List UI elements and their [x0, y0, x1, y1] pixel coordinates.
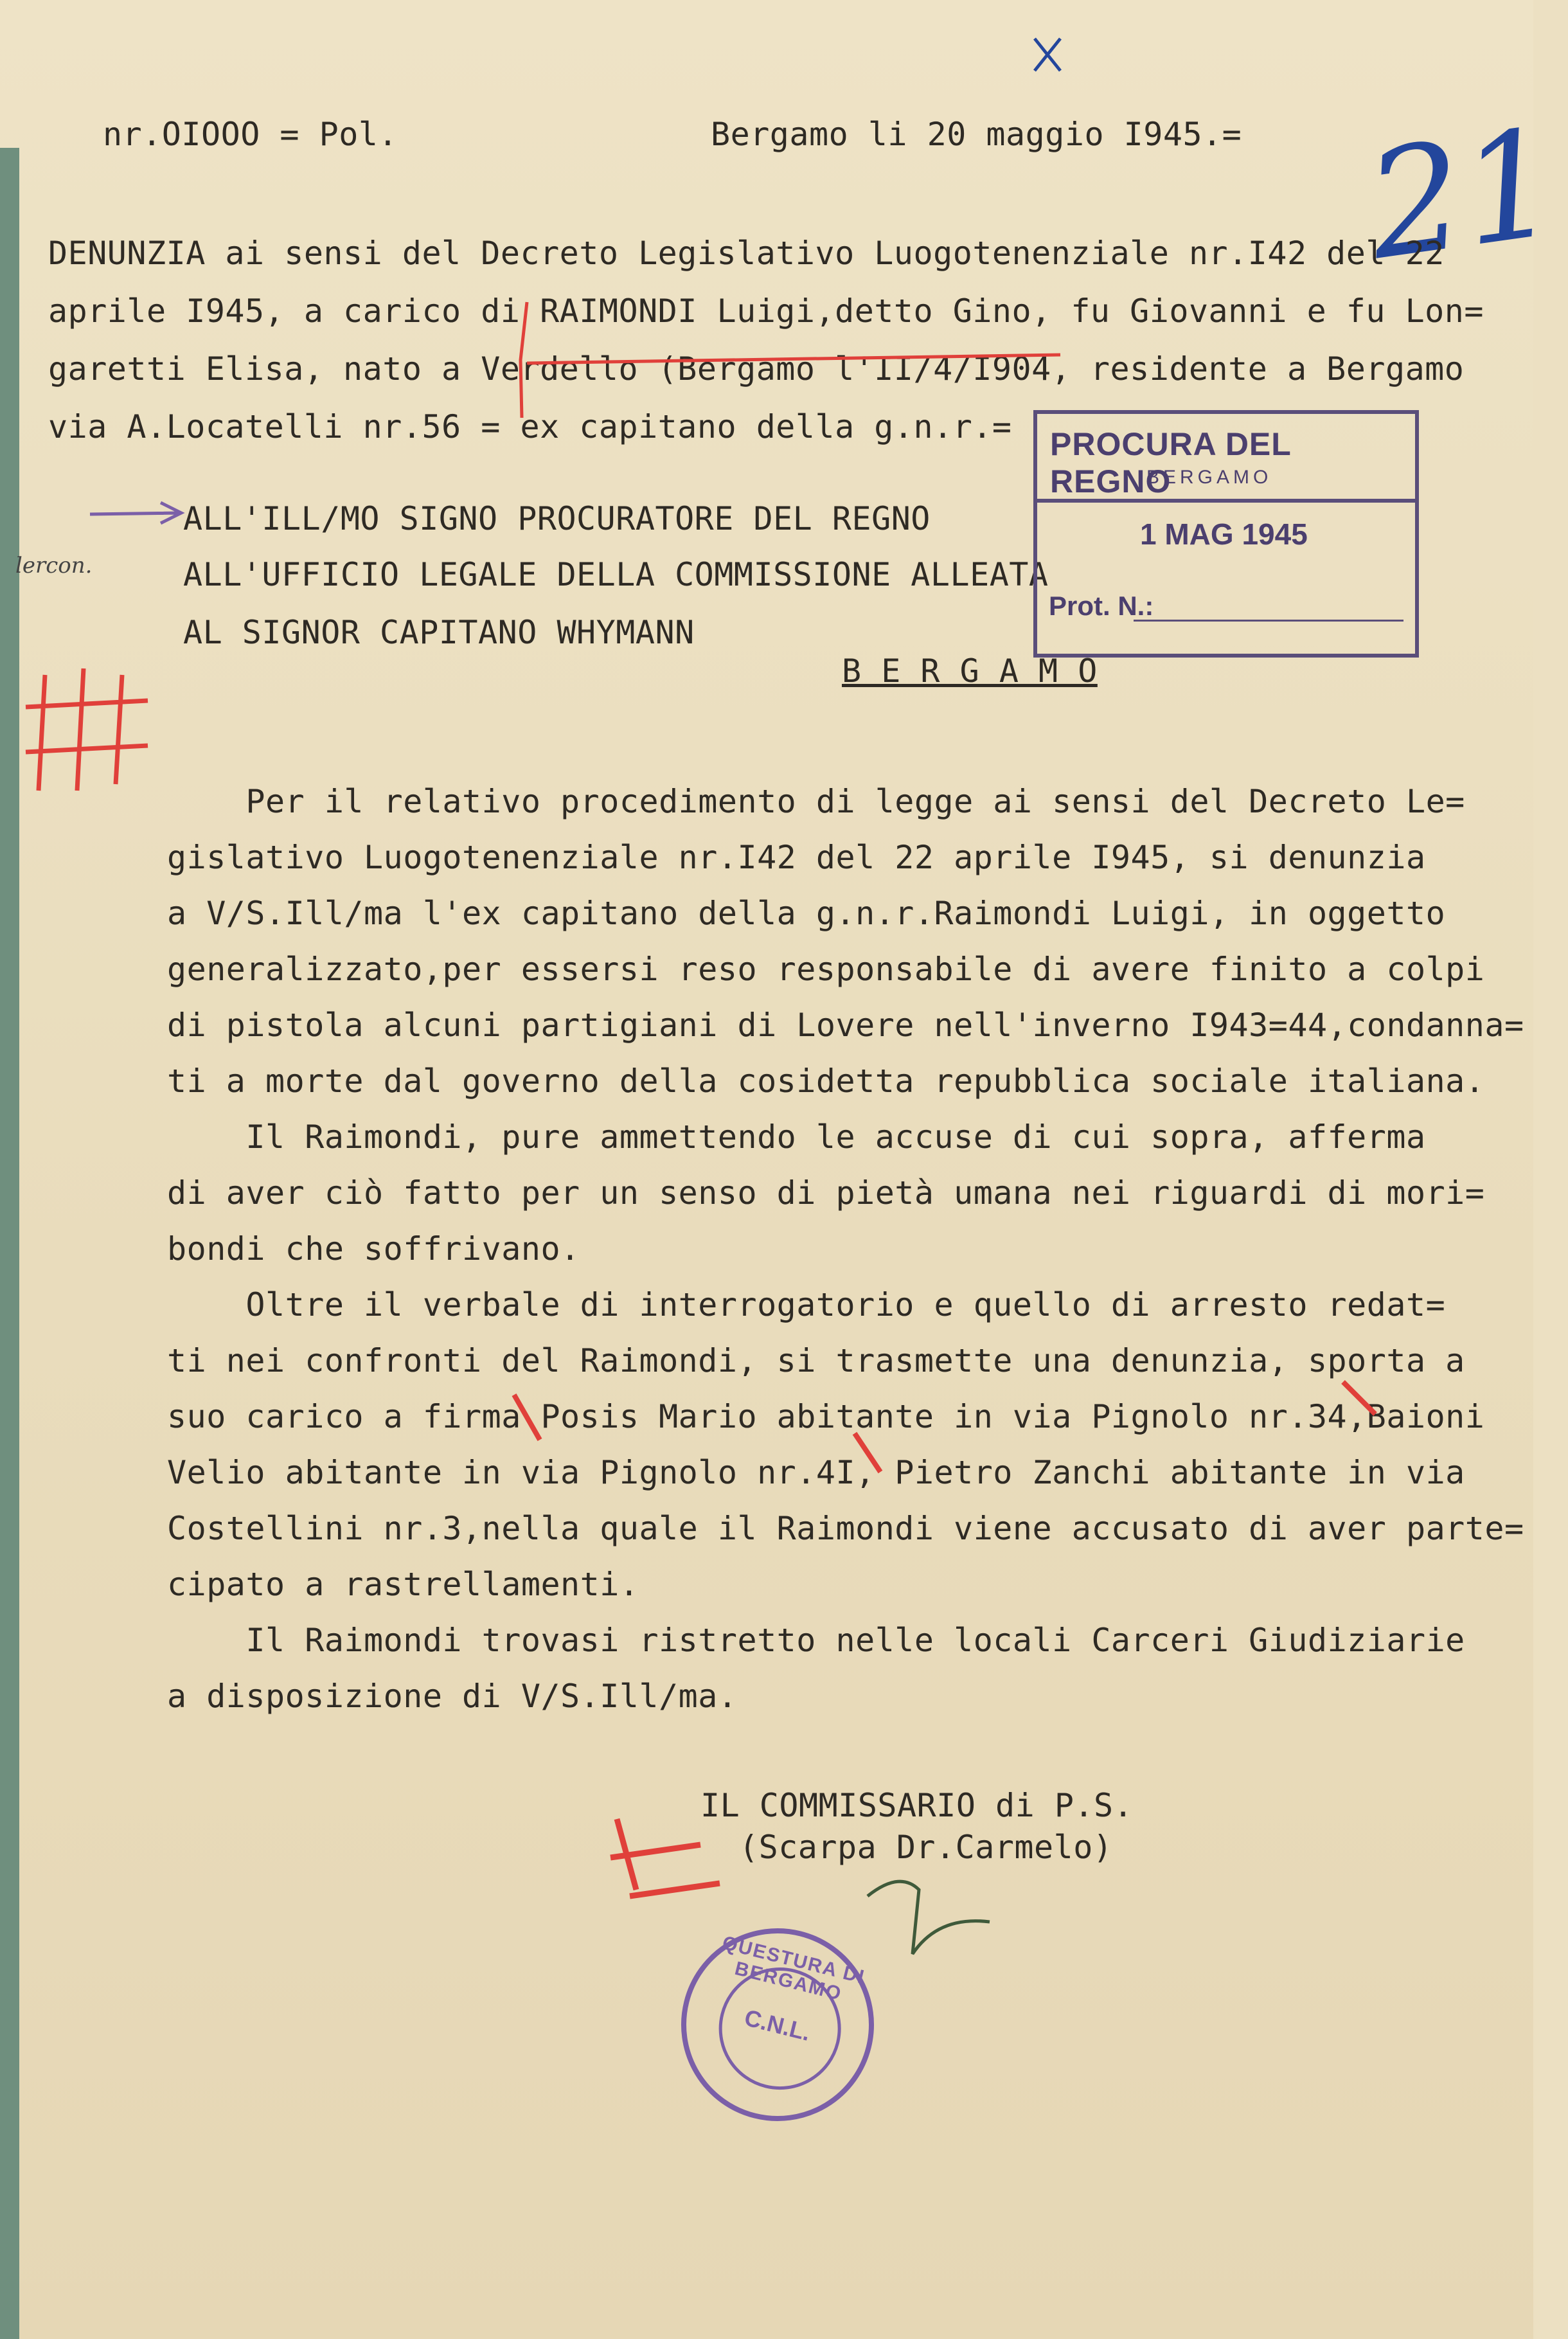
recipient-line: AL SIGNOR CAPITANO WHYMANN	[183, 614, 695, 651]
stamp-ring-text: QUESTURA DI BERGAMO	[720, 1932, 868, 2005]
recipient-line: ALL'ILL/MO SIGNO PROCURATORE DEL REGNO	[183, 500, 931, 537]
body-line: Il Raimondi trovasi ristretto nelle locali Carceri Giudiziarie	[167, 1622, 1465, 1659]
body-line: cipato a rastrellamenti.	[167, 1566, 639, 1603]
body-line: suo carico a firma Posis Mario abitante in via Pignolo nr.34,Baioni	[167, 1398, 1485, 1435]
stamp-date: 1 MAG 1945	[1140, 517, 1308, 551]
body-line: ti a morte dal governo della cosidetta repubblica sociale italiana.	[167, 1062, 1485, 1100]
red-roman-mark	[514, 1382, 1375, 1472]
stamp-title: PROCURA DEL REGNO	[1050, 426, 1291, 499]
body-line: a V/S.Ill/ma l'ex capitano della g.n.r.Raimondi Luigi, in oggetto	[167, 895, 1446, 932]
stamp-city: BERGAMO	[1146, 467, 1272, 488]
stamp-center-text: C.N.L.	[742, 2004, 814, 2046]
body-line: generalizzato,per essersi reso responsabile di avere finito a colpi	[167, 951, 1485, 988]
red-hash-mark	[26, 668, 148, 791]
subject-line: DENUNZIA ai sensi del Decreto Legislativo Luogotenenziale nr.I42 del 22	[48, 235, 1445, 272]
signature-name: (Scarpa Dr.Carmelo)	[739, 1829, 1113, 1866]
body-line: di pistola alcuni partigiani di Lovere nell'inverno I943=44,condanna=	[167, 1007, 1524, 1044]
stamp-protocol-label: Prot. N.:	[1049, 591, 1154, 621]
red-bracket-mark	[521, 302, 527, 418]
subject-line: garetti Elisa, nato a Verdello (Bergamo l'II/4/I904, residente a Bergamo	[48, 350, 1465, 388]
purple-arrow-mark	[90, 503, 181, 523]
recipient-city: B E R G A M O	[842, 652, 1098, 690]
body-line: di aver ciò fatto per un senso di pietà umana nei riguardi di mori=	[167, 1174, 1485, 1212]
red-roman-one-mark	[610, 1819, 720, 1896]
body-line: gislativo Luogotenenziale nr.I42 del 22 aprile I945, si denunzia	[167, 839, 1426, 876]
body-line: bondi che soffrivano.	[167, 1230, 580, 1268]
body-line: Il Raimondi, pure ammettendo le accuse di cui sopra, afferma	[167, 1118, 1426, 1156]
reference-number: nr.OIOOO = Pol.	[103, 116, 398, 153]
recipient-line: ALL'UFFICIO LEGALE DELLA COMMISSIONE ALLEATA	[183, 556, 1049, 593]
body-line: Oltre il verbale di interrogatorio e quello di arresto redat=	[167, 1286, 1446, 1323]
signature-title: IL COMMISSARIO di P.S.	[700, 1787, 1134, 1824]
archive-number: 21	[1357, 96, 1568, 294]
body-line: a disposizione di V/S.Ill/ma.	[167, 1678, 738, 1715]
red-underline-mark	[527, 355, 1060, 363]
subject-line: aprile I945, a carico di RAIMONDI Luigi,detto Gino, fu Giovanni e fu Lon=	[48, 292, 1484, 330]
blue-x-mark	[1035, 39, 1060, 71]
green-signature-mark	[868, 1881, 990, 1954]
subject-line: via A.Locatelli nr.56 = ex capitano della g.n.r.=	[48, 408, 1012, 445]
body-line: Costellini nr.3,nella quale il Raimondi viene accusato di aver parte=	[167, 1510, 1524, 1547]
margin-note: lercon.	[15, 553, 93, 578]
body-line: Velio abitante in via Pignolo nr.4I, Pietro Zanchi abitante in via	[167, 1454, 1465, 1491]
body-line: Per il relativo procedimento di legge ai sensi del Decreto Le=	[167, 783, 1465, 820]
place-date: Bergamo li 20 maggio I945.=	[711, 116, 1242, 153]
body-line: ti nei confronti del Raimondi, si trasmette una denunzia, sporta a	[167, 1342, 1465, 1379]
